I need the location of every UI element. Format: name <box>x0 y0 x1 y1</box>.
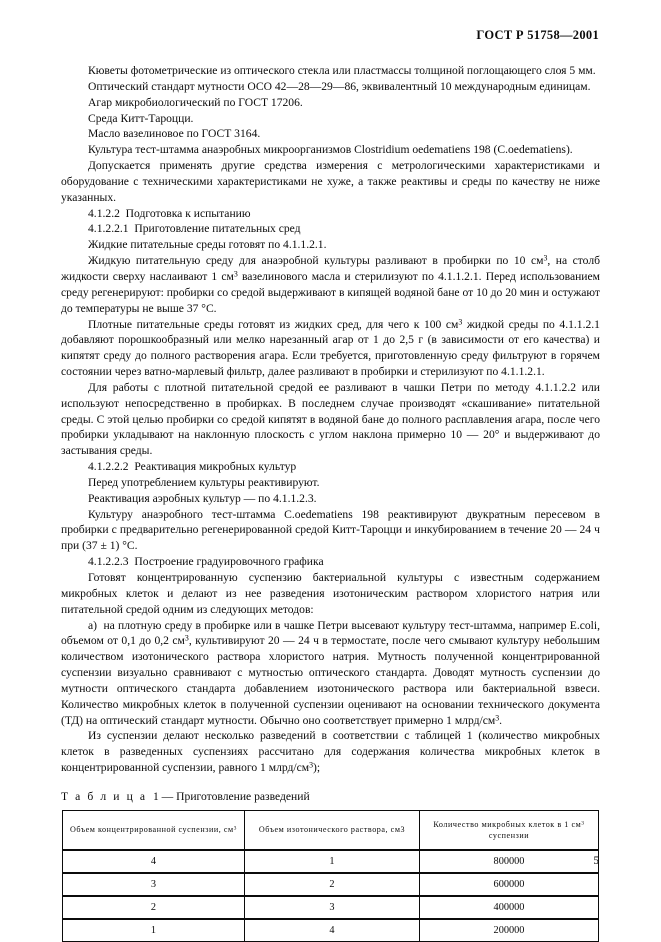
table-cell-cell-count: 400000 <box>420 896 599 919</box>
table-cell-cell-count: 200000 <box>420 919 599 942</box>
paragraph-reactivation-intro: Перед употреблением культуры реактивируют. <box>88 475 320 489</box>
table-cell-isotonic-volume: 3 <box>245 896 420 919</box>
table-header-row <box>63 810 599 850</box>
paragraph-liquid-media-anaerobic: Жидкую питательную среду для анаэробной культуры разливают в пробирки по 10 $см^3$, на столб жидкости сверху наслаивают 1 $см^3$ вазелинового масла и стерилизуют по 4.1.1.2.1. Перед использованием среду регенерируют: пробирки со средой выдерживают в кипящей водяной бане от 10 до 20 мин и остужают до температуры не выше 37 °C. <box>61 253 601 315</box>
clause-4-1-2-2-2: 4.1.2.2.2 Реактивация микробных культур <box>88 460 297 474</box>
paragraph-optical-standard: Оптический стандарт мутности ОСО 42—28—29—86, эквивалентный 10 международным единицам. <box>88 79 591 93</box>
standard-header: ГОСТ Р 51758—2001 <box>476 28 599 42</box>
table-header-concentrated-volume: Объем концентрированной суспензии, $см^3$ <box>63 810 245 850</box>
table-cell-cell-count: 800000 <box>420 850 599 873</box>
table-cell-isotonic-volume: 1 <box>245 850 420 873</box>
table-caption-number: 1 <box>152 789 159 803</box>
table-cell-concentrated-volume: 3 <box>63 873 245 896</box>
table-cell-isotonic-volume: 2 <box>245 873 420 896</box>
paragraph-permitted-equipment: Допускается применять другие средства измерения с метрологическими характеристиками и оборудование с техническими характеристиками не хуже, а также реактивы и среды по качеству не ниже указанных. <box>61 159 600 204</box>
table-cell-concentrated-volume: 1 <box>63 919 245 942</box>
table-cell-concentrated-volume: 2 <box>63 896 245 919</box>
page-number: 5 <box>593 855 599 867</box>
document-body <box>61 63 600 942</box>
table-caption <box>61 776 600 810</box>
table-cell-isotonic-volume: 4 <box>245 919 420 942</box>
paragraph-kitt-tarozzi: Среда Китт-Тароцци. <box>88 111 194 125</box>
paragraph-anaerobic-reactivation: Культуру анаэробного тест-штамма C.oedematiens 198 реактивируют двукратным пересевом в пробирки с предварительно регенерированной средой Китт-Тароцци и инкубированием в течение 20 — 24 ч при (37 ± 1) °C. <box>61 507 600 553</box>
clause-4-1-2-2-1: 4.1.2.2.1 Приготовление питательных сред <box>88 222 301 236</box>
paragraph-aerobic-reactivation: Реактивация аэробных культур — по 4.1.1.2.3. <box>88 491 317 505</box>
paragraph-dilutions-intro: Из суспензии делают несколько разведений в соответствии с таблицей 1 (количество микробных клеток в разведенных суспензиях рассчитано для содержания количества микробных клеток в концентрированной суспензии, равного 1 млрд/$см^3$); <box>61 729 600 775</box>
paragraph-dense-media: Плотные питательные среды готовят из жидких сред, для чего к 100 $см^3$ жидкой среды по 4.1.1.2.1 добавляют порошкообразный или мелко нарезанный агар от 1 до 2,5 г (в зависимости от его качества) и кипятят среду до полного растворения агара. Если требуется, приготовленную среду фильтруют в горячем состоянии через ватно-марлевый фильтр, далее разливают в пробирки и стерилизуют по 4.1.1.2.1. <box>61 317 600 379</box>
table-caption-word: Т а б л и ц а <box>61 789 148 803</box>
table-header-cell-count: Количество микробных клеток в 1 $см^3$ суспензии <box>420 810 599 850</box>
paragraph-agar: Агар микробиологический по ГОСТ 17206. <box>88 95 303 109</box>
paragraph-method-a: а) на плотную среду в пробирке или в чашке Петри высевают культуру тест-штамма, например E.coli, объемом от 0,1 до 0,2 $см^3$, культивируют 20 — 24 ч в термостате, после чего смывают культуру небольшим количеством изотонического раствора хлористого натрия. Мутность полученной концентрированной суспензии визуально сравнивают с мутностью оптического стандарта. Доводят мутность суспензии до мутности оптического стандарта добавлением изотонического раствора или бактериальной взвеси. Количество микробных клеток в полученной суспензии оценивают на основании технического документа (ТД) на оптический стандарт мутности. Обычно оно соответствует примерно 1 млрд/$см^3$. <box>61 618 600 727</box>
paragraph-test-strain-culture: Культура тест-штамма анаэробных микроорганизмов Clostridium oedematiens 198 (C.oedematiens). <box>88 143 573 157</box>
table-cell-concentrated-volume: 4 <box>63 850 245 873</box>
clause-4-1-2-2: 4.1.2.2 Подготовка к испытанию <box>88 206 251 220</box>
table-cell-cell-count: 600000 <box>420 873 599 896</box>
table-header-isotonic-volume: Объем изотонического раствора, см3 <box>245 810 420 850</box>
paragraph-calibration-prep: Готовят концентрированную суспензию бактериальной культуры с известным содержанием микробных клеток и делают из нее разведения изотоническим раствором хлористого натрия или питательной средой одним из следующих методов: <box>61 571 600 616</box>
table-row <box>63 850 599 873</box>
clause-4-1-2-2-3: 4.1.2.2.3 Построение градуировочного графика <box>88 555 324 569</box>
paragraph-liquid-media: Жидкие питательные среды готовят по 4.1.1.2.1. <box>88 238 327 252</box>
paragraph-cuvettes: Кюветы фотометрические из оптического стекла или пластмассы толщиной поглощающего слоя 5 мм. <box>88 64 596 77</box>
table-row <box>63 873 599 896</box>
table-caption-title: Приготовление разведений <box>176 789 310 803</box>
table-row <box>63 919 599 942</box>
paragraph-vaseline-oil: Масло вазелиновое по ГОСТ 3164. <box>88 127 261 141</box>
paragraph-dense-media-usage: Для работы с плотной питательной средой ее разливают в чашки Петри по методу 4.1.1.2.2 или используют непосредственно в пробирках. В последнем случае производят «скашивание» питательной среды. С этой целью пробирки со средой кипятят в водяной бане до полного расплавления агара, после чего пробирки укладывают на наклонную плоскость с углом наклона примерно 10 — 20° и выдерживают до застывания среды. <box>61 380 600 458</box>
table-row <box>63 896 599 919</box>
dilution-table <box>62 810 599 942</box>
table-caption-dash: — <box>161 789 174 803</box>
